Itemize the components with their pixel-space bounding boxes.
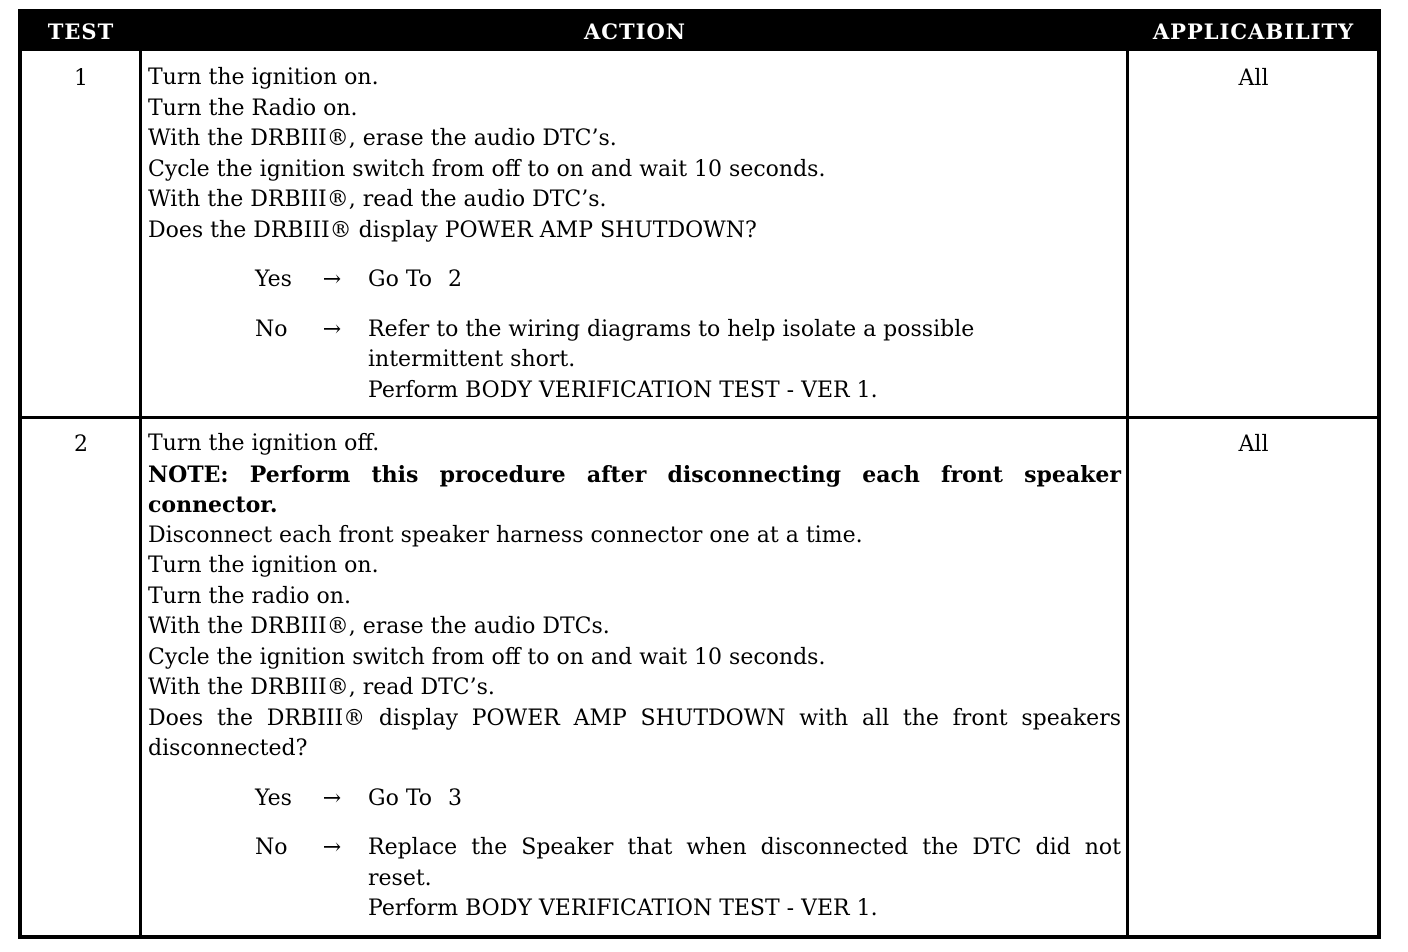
row-1-step: Turn the ignition on.: [148, 65, 379, 90]
goto-number: 2: [448, 267, 463, 292]
row-1-yes-answer: [255, 265, 1121, 296]
header-action: ACTION: [584, 19, 686, 44]
row-1-no-answer: [255, 315, 1121, 407]
row-2-number: 2: [74, 432, 88, 457]
row-2-yes-answer: [255, 784, 1121, 815]
row-2-step: Turn the radio on.: [148, 583, 351, 609]
row-divider: [22, 416, 1377, 419]
row-1-applicability: All: [1238, 66, 1269, 91]
row-1-action: [148, 63, 1121, 406]
column-divider-applicability: [1126, 51, 1129, 935]
row-2-step: Turn the ignition off.: [148, 431, 380, 456]
row-1-step: Turn the Radio on.: [148, 95, 358, 121]
row-2-step: Cycle the ignition switch from off to on and wait 10 seconds.: [148, 644, 826, 670]
row-2-step: With the DRBIII®, erase the audio DTCs.: [148, 614, 610, 639]
row-1-step: With the DRBIII®, erase the audio DTC’s.: [148, 126, 617, 151]
header-test: TEST: [47, 19, 115, 44]
arrow-icon: →: [322, 835, 342, 860]
goto-label: Go To: [368, 785, 433, 811]
goto-label: Go To: [368, 267, 433, 292]
row-2-question: Does the DRBIII® display POWER AMP SHUTDOWN with all the front speakers disconnected?: [148, 705, 1121, 761]
row-2-note: NOTE: Perform this procedure after disconnecting each front speaker connector.: [148, 461, 1121, 518]
diagnostic-table: [18, 9, 1381, 939]
no-result-text: Refer to the wiring diagrams to help isolate a possible intermittent short.: [368, 316, 975, 372]
no-result-perform: Perform BODY VERIFICATION TEST - VER 1.: [368, 896, 878, 921]
no-result: [368, 833, 1121, 925]
row-2-step: Turn the ignition on.: [148, 553, 379, 578]
header-applicability: APPLICABILITY: [1152, 19, 1355, 44]
table-header: [22, 13, 1377, 51]
row-2-step: Disconnect each front speaker harness connector one at a time.: [148, 522, 863, 548]
no-result: [368, 315, 998, 407]
row-1-question: Does the DRBIII® display POWER AMP SHUTDOWN?: [148, 217, 757, 243]
row-1-number: 1: [74, 66, 88, 91]
row-2-applicability: All: [1238, 432, 1269, 457]
yes-label: Yes: [255, 785, 292, 811]
arrow-icon: →: [322, 316, 342, 342]
no-result-perform: Perform BODY VERIFICATION TEST - VER 1.: [368, 377, 878, 403]
row-2-step: With the DRBIII®, read DTC’s.: [148, 675, 495, 700]
column-divider-test: [139, 51, 142, 935]
arrow-icon: →: [322, 267, 342, 292]
arrow-icon: →: [322, 785, 342, 811]
row-2-action: [148, 429, 1121, 925]
row-1-step: With the DRBIII®, read the audio DTC’s.: [148, 187, 607, 212]
no-label: No: [255, 316, 288, 342]
no-result-text: Replace the Speaker that when disconnected the DTC did not reset.: [368, 835, 1121, 891]
no-label: No: [255, 835, 288, 860]
yes-result: [368, 265, 1121, 296]
goto-number: 3: [448, 785, 463, 811]
row-2-no-answer: [255, 833, 1121, 925]
yes-label: Yes: [255, 267, 292, 292]
yes-result: [368, 784, 1121, 815]
row-1-step: Cycle the ignition switch from off to on and wait 10 seconds.: [148, 156, 826, 182]
